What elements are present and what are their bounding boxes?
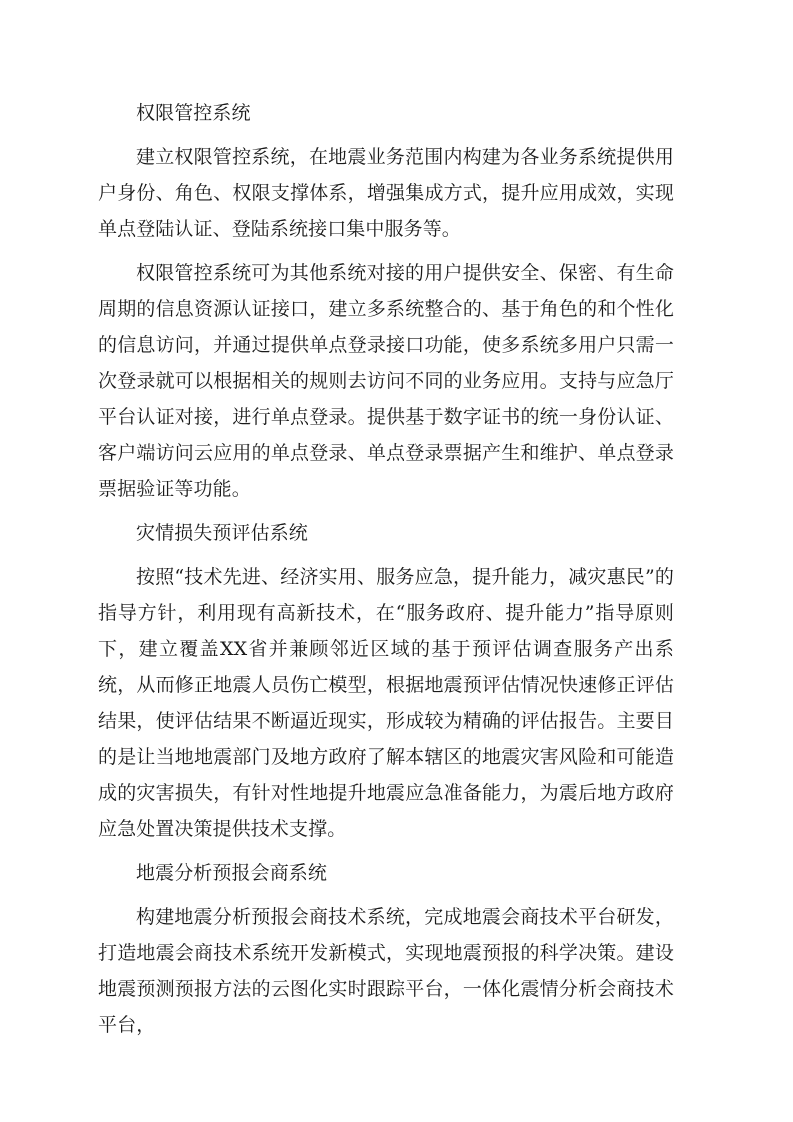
- document-page: [98, 95, 674, 1051]
- section-heading: 地震分析预报会商系统: [136, 862, 328, 884]
- section-heading: 权限管控系统: [136, 102, 251, 124]
- paragraph: 构建地震分析预报会商技术系统，完成地震会商技术平台研发，打造地震会商技术系统开发新模式，实现地震预报的科学决策。建设地震预测预报方法的云图化实时跟踪平台，一体化震情分析会商技术平台，: [98, 906, 674, 1036]
- section-permission-control: [98, 95, 674, 507]
- paragraph: 建立权限管控系统，在地震业务范围内构建为各业务系统提供用户身份、角色、权限支撑体系，增强集成方式，提升应用成效，实现单点登陆认证、登陆系统接口集中服务等。: [98, 146, 674, 240]
- paragraph: 按照“技术先进、经济实用、服务应急，提升能力，减灾惠民”的指导方针，利用现有高新技术，在“服务政府、提升能力”指导原则下，建立覆盖XX省并兼顾邻近区域的基于预评估调查服务产出系统，从而修正地震人员伤亡模型，根据地震预评估情况快速修正评估结果，使评估结果不断逼近现实，形成较为精确的评估报告。主要目的是让当地地震部门及地方政府了解本辖区的地震灾害风险和可能造成的灾害损失，有针对性地提升地震应急准备能力，为震后地方政府应急处置决策提供技术支撑。: [98, 566, 674, 840]
- section-disaster-loss-pre-assessment: [98, 515, 674, 847]
- paragraph: 权限管控系统可为其他系统对接的用户提供安全、保密、有生命周期的信息资源认证接口，建立多系统整合的、基于角色的和个性化的信息访问，并通过提供单点登录接口功能，使多系统多用户只需一次登录就可以根据相关的规则去访问不同的业务应用。支持与应急厅平台认证对接，进行单点登录。提供基于数字证书的统一身份认证、客户端访问云应用的单点登录、单点登录票据产生和维护、单点登录票据验证等功能。: [98, 262, 674, 500]
- section-earthquake-forecast-consultation: [98, 855, 674, 1043]
- section-heading: 灾情损失预评估系统: [136, 522, 308, 544]
